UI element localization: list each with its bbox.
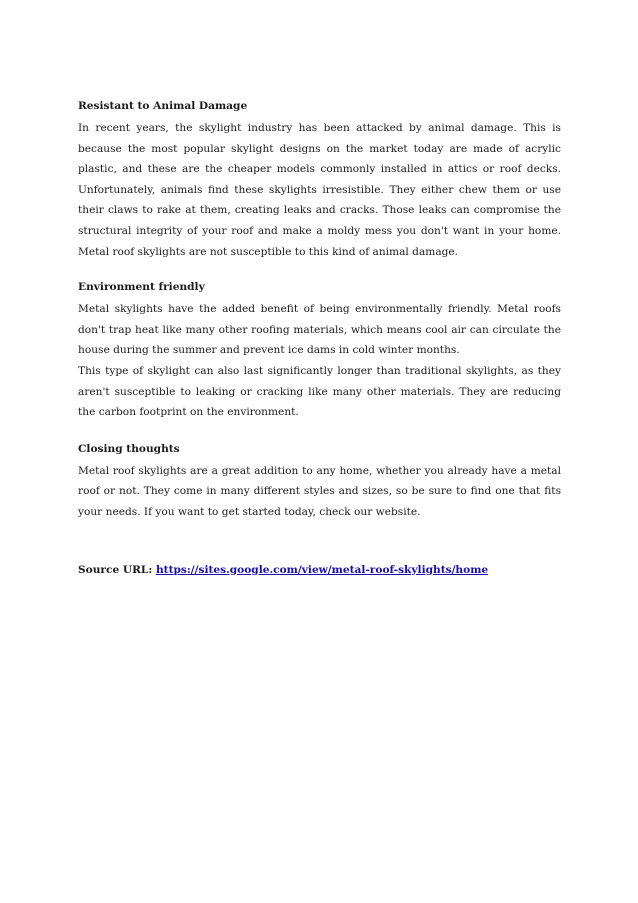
section-paragraph: Metal roof skylights are a great addition to any home, whether you already have a metal roof or not. They come in many different styles and sizes, so be sure to find one that fits your needs. If you want to get started today, check our website. — [78, 464, 561, 518]
section-paragraph: Metal skylights have the added benefit of being environmentally friendly. Metal roofs don't trap heat like many other roofing materials, which means cool air can circulate the house during the summer and prevent ice dams in cold winter months. — [78, 303, 561, 357]
section-closing-thoughts — [78, 440, 561, 523]
section-paragraph: In recent years, the skylight industry has been attacked by animal damage. This is because the most popular skylight designs on the market today are made of acrylic plastic, and these are the cheaper models commonly installed in attics or roof decks. Unfortunately, animals find these skylights irresistible. They either chew them or use their claws to rake at them, creating leaks and cracks. Those leaks can compromise the structural integrity of your roof and make a moldy mess you don't want in your home. Metal roof skylights are not susceptible to this kind of animal damage. — [78, 122, 561, 258]
source-label: Source URL: — [78, 563, 153, 576]
source-link[interactable]: https://sites.google.com/view/metal-roof-skylights/home — [155, 563, 489, 576]
section-heading: Environment friendly — [78, 281, 205, 294]
section-animal-damage — [78, 97, 561, 262]
source-line — [78, 561, 561, 579]
section-environment — [78, 278, 561, 423]
section-paragraph: This type of skylight can also last significantly longer than traditional skylights, as they aren't susceptible to leaking or cracking like many other materials. They are reducing the carbon footprint on the environment. — [78, 364, 561, 419]
section-heading: Closing thoughts — [78, 442, 180, 455]
document-page — [78, 97, 561, 579]
section-heading: Resistant to Animal Damage — [78, 100, 248, 112]
